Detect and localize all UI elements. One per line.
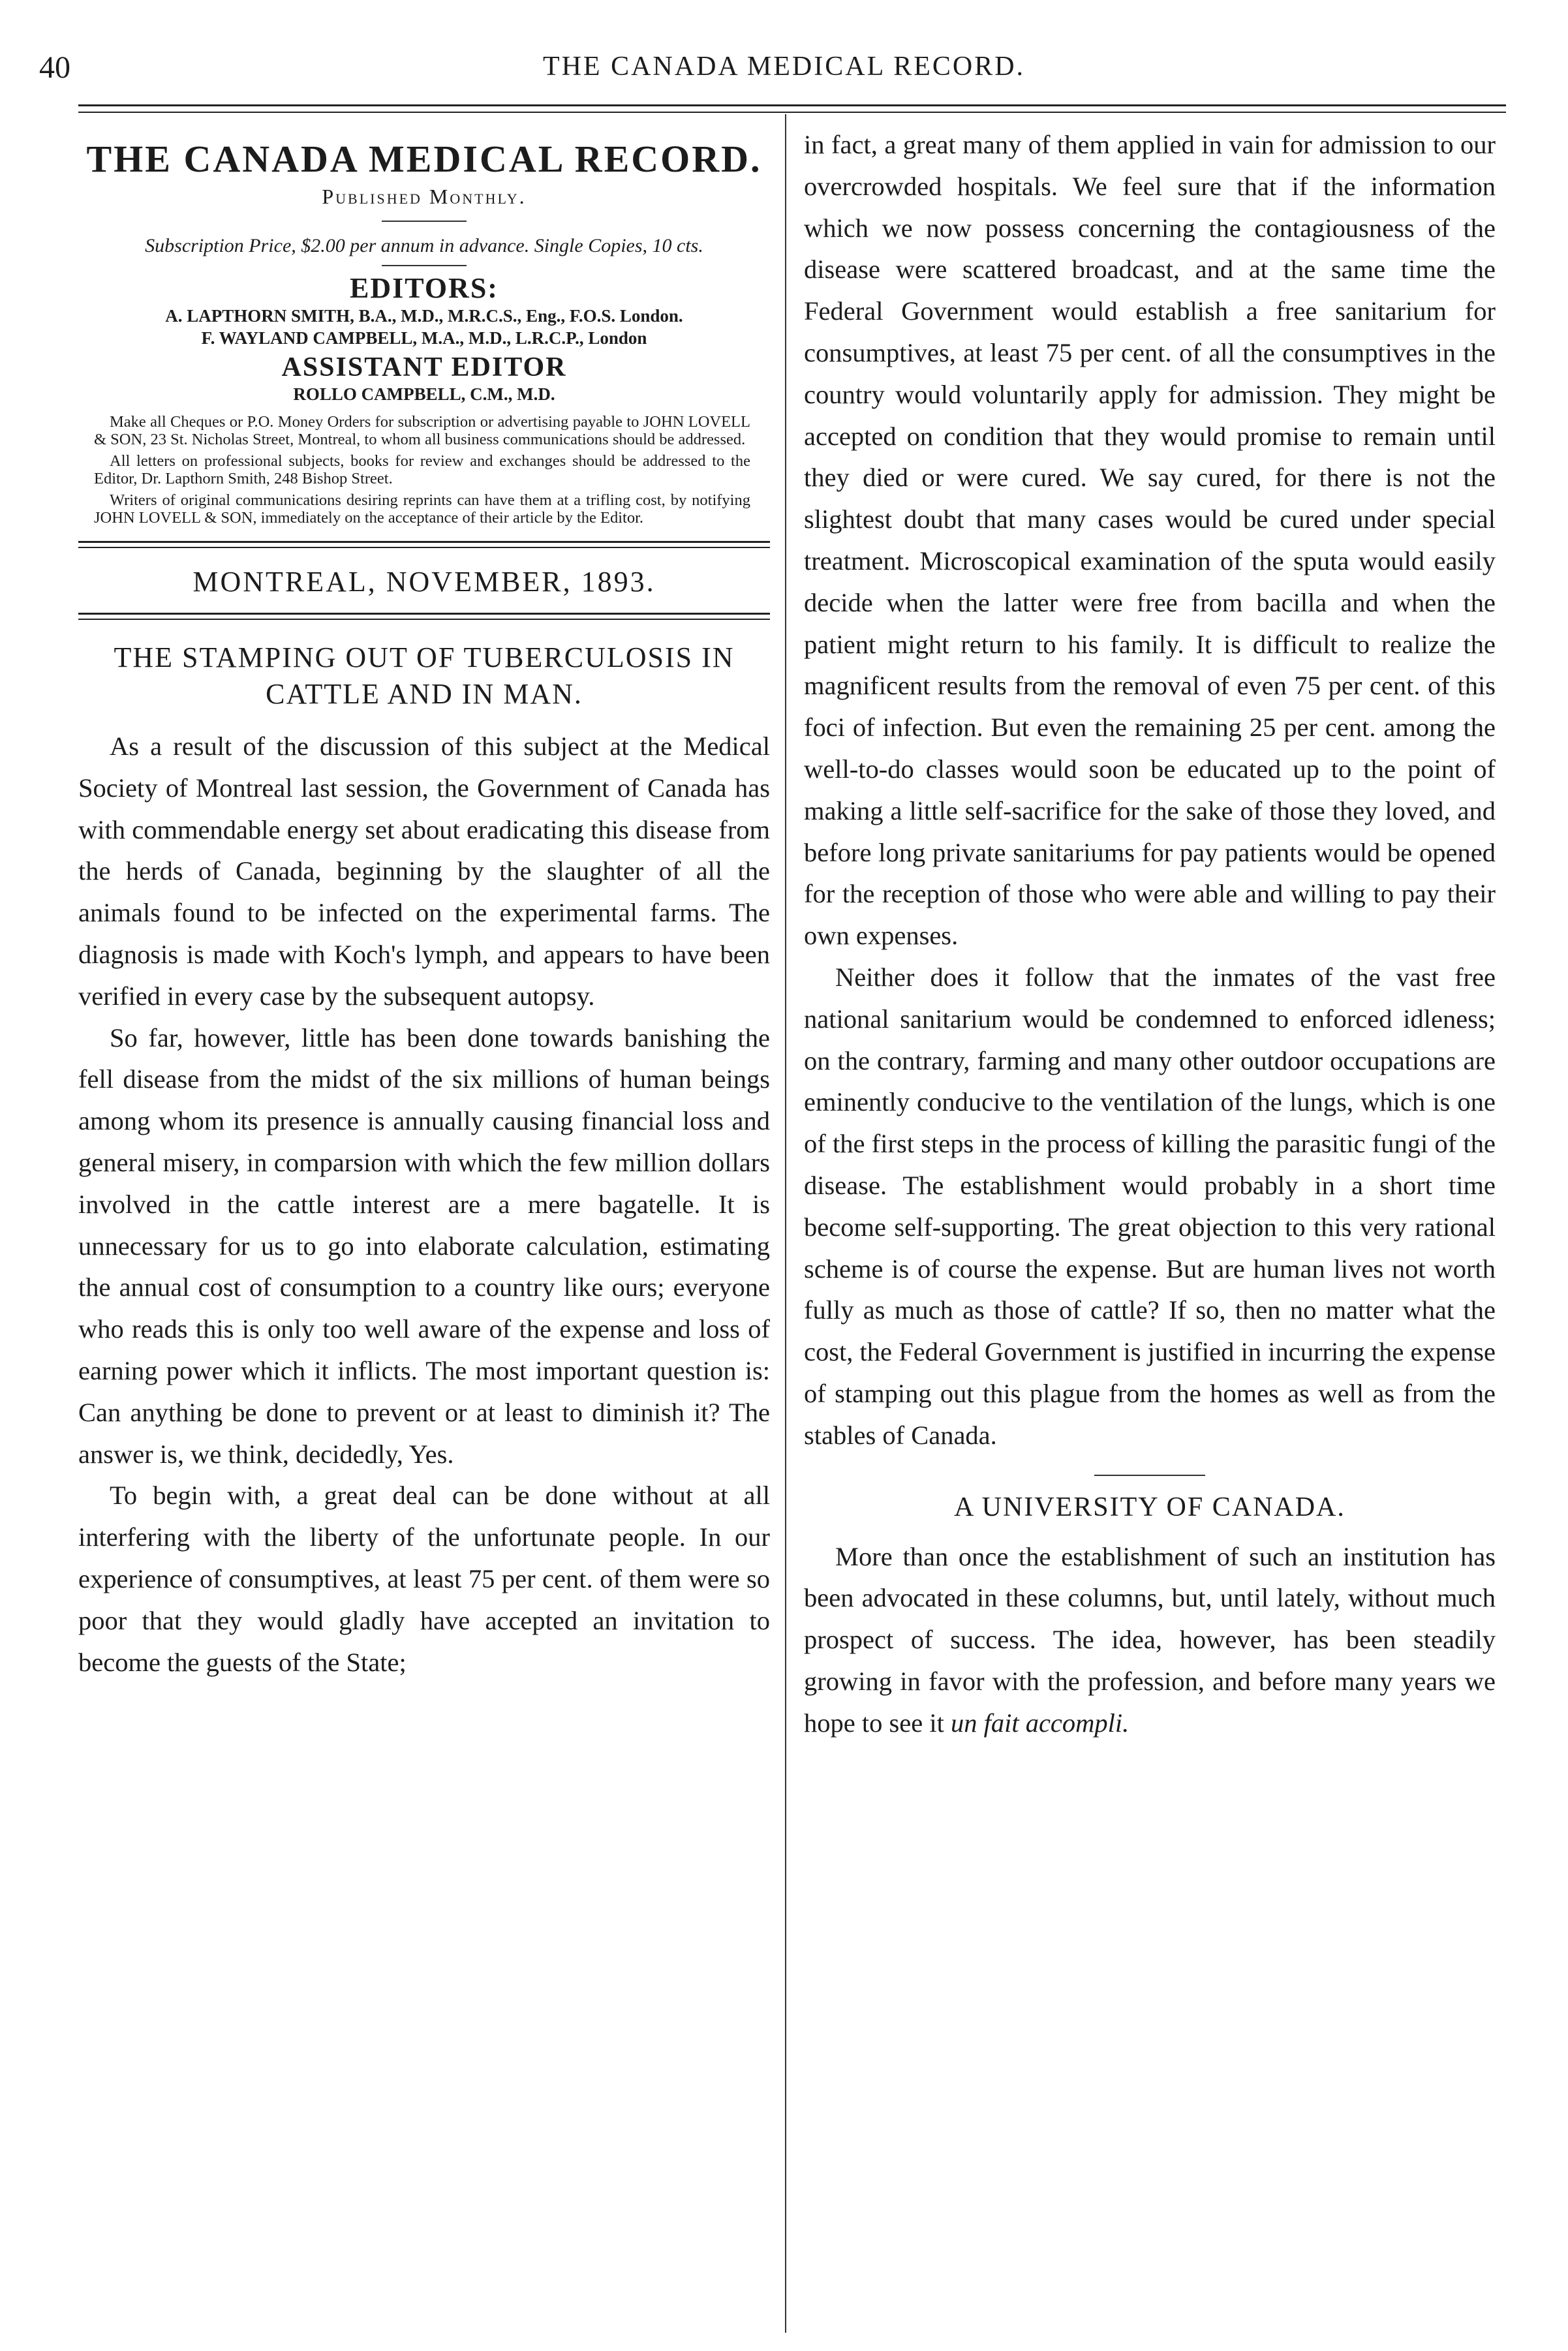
- left-column: [78, 124, 770, 1683]
- editor-line: F. WAYLAND CAMPBELL, M.A., M.D., L.R.C.P., London: [201, 328, 647, 348]
- article-paragraph: As a result of the discussion of this subject at the Medical Society of Montreal last session, the Government of Canada has with commendable energy set about eradicating this disease from the herds of Canada, beginning by the slaughter of all the animals found to be infected on the experimental farms. The diagnosis is made with Koch's lymph, and appears to have been verified in every case by the subsequent autopsy.: [78, 731, 770, 1011]
- column-divider: [785, 114, 786, 2333]
- assistant-editor-heading: ASSISTANT EDITOR: [281, 352, 567, 382]
- article-title: A UNIVERSITY OF CANADA.: [954, 1492, 1345, 1522]
- article-body-second: [804, 1536, 1496, 1744]
- editor-line: A. LAPTHORN SMITH, B.A., M.D., M.R.C.S., Eng., F.O.S. London.: [165, 306, 683, 326]
- article-body-right: [804, 124, 1496, 1456]
- publisher-notices: [78, 413, 770, 527]
- dateline: MONTREAL, NOVEMBER, 1893.: [192, 566, 656, 598]
- article-body-left: [78, 726, 770, 1683]
- notice-paragraph: Make all Cheques or P.O. Money Orders for subscription or advertising payable to JOHN LOVELL & SON, 23 St. Nicholas Street, Montreal, to whom all business communications should be addressed.: [94, 413, 750, 448]
- article-paragraph: [804, 1536, 1496, 1744]
- masthead-title: THE CANADA MEDICAL RECORD.: [86, 138, 762, 180]
- editors-heading: EDITORS:: [350, 272, 499, 304]
- article-paragraph: To begin with, a great deal can be done without at all interfering with the liberty of the unfortunate people. In our experience of consumptives, at least 75 per cent. of them were so poor that they would gladly have accepted an invitation to become the guests of the State;: [78, 1481, 770, 1677]
- article-paragraph: Neither does it follow that the inmates of the vast free national sanitarium would be condemned to enforced idleness; on the contrary, farming and many other outdoor occupations are eminently conducive to the ventilation of the lungs, which is one of the first steps in the process of killing the parasitic fungi of the disease. The establishment would probably in a short time become self-supporting. The great objection to this very rational scheme is of course the expense. But are human lives not worth fully as much as those of cattle? If so, then no matter what the cost, the Federal Government is justified in incurring the expense of stamping out this plague from the homes as well as from the stables of Canada.: [804, 962, 1496, 1450]
- article-paragraph: So far, however, little has been done towards banishing the fell disease from the midst of the six millions of human beings among whom its presence is annually causing financial loss and general misery, in comparsion with which the few million dollars involved in the cattle interest are a mere bagatelle. It is unnecessary for us to go into elaborate calculation, estimating the annual cost of consumption to a country like ours; everyone who reads this is only too well aware of the expense and loss of earning power which it inflicts. The most important question is: Can anything be done to prevent or at least to diminish it? The answer is, we think, decidedly, Yes.: [78, 1022, 770, 1469]
- running-title: THE CANADA MEDICAL RECORD.: [542, 52, 1026, 82]
- masthead-subtitle: Published Monthly.: [322, 185, 527, 208]
- paragraph-text: More than once the establishment of such an institution has been advocated in these columns, but, until lately, without much prospect of success. The idea, however, has been steadily growing in favor with the profession, and before many years we hope to see it: [804, 1541, 1496, 1738]
- running-header: [39, 50, 1529, 95]
- divider: [382, 221, 467, 222]
- page-number: 40: [39, 50, 70, 85]
- double-rule: [78, 541, 770, 548]
- notice-paragraph: Writers of original communications desiring reprints can have them at a trifling cost, by notifying JOHN LOVELL & SON, immediately on the acceptance of their article by the Editor.: [94, 491, 750, 527]
- header-rule: [78, 104, 1506, 113]
- article-paragraph: in fact, a great many of them applied in vain for admission to our overcrowded hospitals. We feel sure that if the information which we now possess concerning the contagiousness of the disease were scattered broadcast, and at the same time the Federal Government would establish a free sanitarium for consumptives, at least 75 per cent. of all the consumptives in the country would voluntarily apply for admission. They might be accepted on condition that they would promise to remain until they died or were cured. We say cured, for there is not the slightest doubt that many cases would be cured under special treatment. Microscopical examination of the sputa would easily decide when the latter were free from bacilla and when the patient might return to his family. It is difficult to realize the magnificent results from the removal of even 75 per cent. of this foci of infection. But even the remaining 25 per cent. among the well-to-do classes would soon be educated up to the point of making a little self-sacrifice for the sake of those they loved, and before long private sanitariums for pay patients would be opened for the reception of those who were able and willing to pay their own expenses.: [804, 130, 1496, 951]
- divider: [382, 265, 467, 266]
- section-divider: [1094, 1475, 1205, 1476]
- notice-paragraph: All letters on professional subjects, books for review and exchanges should be addressed to the Editor, Dr. Lapthorn Smith, 248 Bishop Street.: [94, 452, 750, 487]
- italic-phrase: un fait accompli.: [950, 1708, 1130, 1738]
- subscription-price: Subscription Price, $2.00 per annum in advance. Single Copies, 10 cts.: [145, 235, 703, 256]
- double-rule: [78, 613, 770, 620]
- article-title: THE STAMPING OUT OF TUBERCULOSIS IN CATTLE AND IN MAN.: [114, 641, 735, 710]
- right-column: [804, 124, 1496, 1744]
- assistant-editor-name: ROLLO CAMPBELL, C.M., M.D.: [293, 384, 555, 404]
